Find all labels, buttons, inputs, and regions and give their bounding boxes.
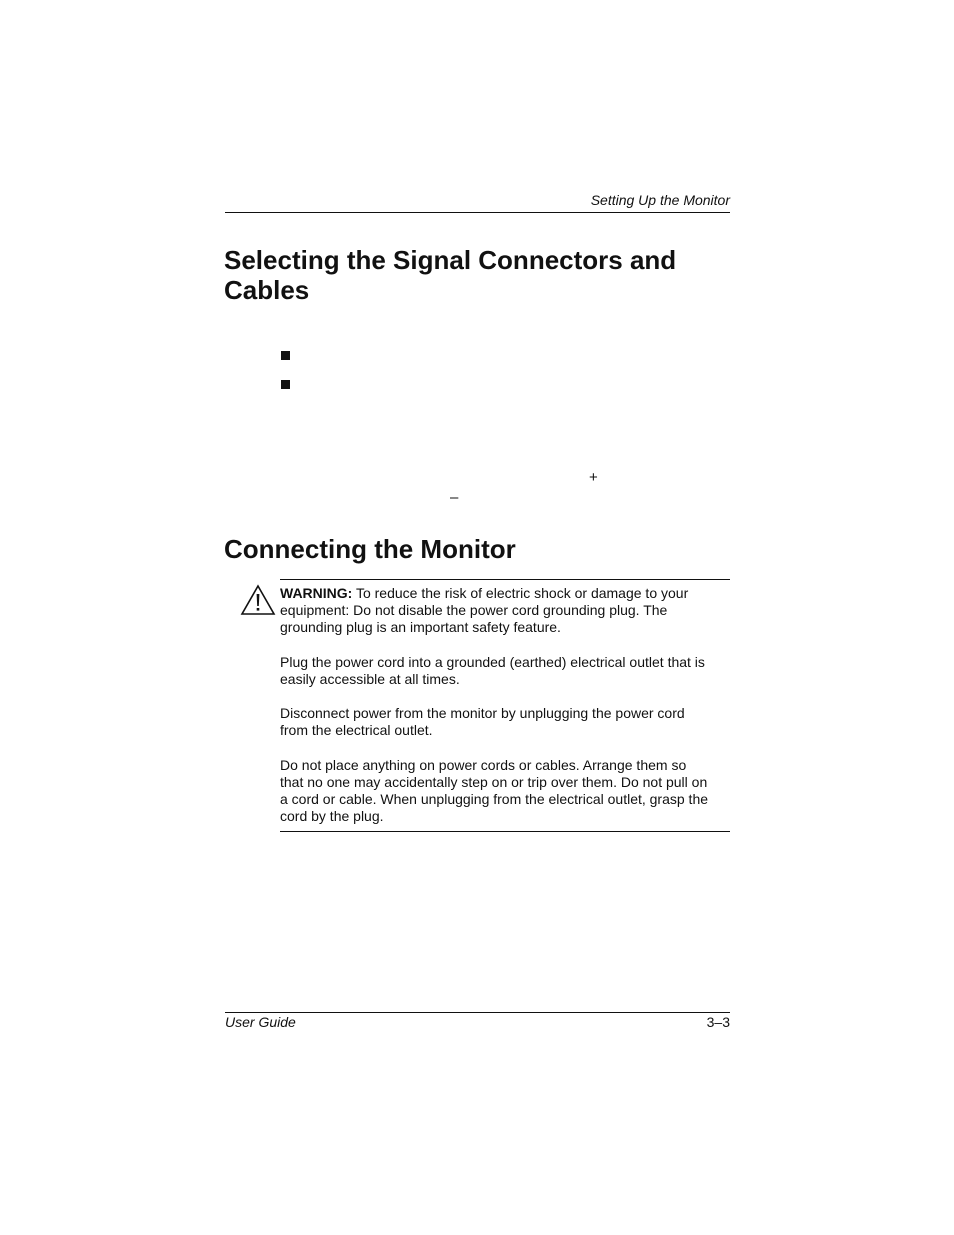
warning-text-1: To reduce the risk of electric shock or damage to your equipment: Do not disable the power cord grounding plug. The grounding plug is an important safety feature. <box>280 585 689 635</box>
warning-bottom-rule <box>280 831 730 832</box>
list-bullet <box>281 351 290 360</box>
header-rule <box>225 212 730 213</box>
warning-triangle-icon <box>240 584 276 616</box>
warning-paragraph-3: Disconnect power from the monitor by unplugging the power cord from the electrical outlet. <box>280 705 685 738</box>
minus-symbol: – <box>450 489 459 506</box>
page-number: 3–3 <box>706 1014 730 1030</box>
warning-paragraph-4: Do not place anything on power cords or cables. Arrange them so that no one may accidentally step on or trip over them. Do not pull on a cord or cable. When unplugging from the electrical outlet, grasp the cord by the plug. <box>280 757 709 824</box>
warning-paragraph-2: Plug the power cord into a grounded (earthed) electrical outlet that is easily accessible at all times. <box>280 654 705 687</box>
heading-line-2: Cables <box>224 275 310 305</box>
warning-paragraph-1 <box>280 585 710 636</box>
section-heading-connecting-monitor: Connecting the Monitor <box>224 534 516 564</box>
warning-top-rule <box>280 579 730 580</box>
section-heading-signal-connectors <box>224 245 744 305</box>
plus-symbol: + <box>589 469 598 486</box>
running-header: Setting Up the Monitor <box>590 192 730 208</box>
heading-line-1: Selecting the Signal Connectors and <box>224 245 677 275</box>
warning-label: WARNING: <box>280 585 353 601</box>
list-bullet <box>281 380 290 389</box>
footer-doc-title: User Guide <box>225 1014 296 1030</box>
